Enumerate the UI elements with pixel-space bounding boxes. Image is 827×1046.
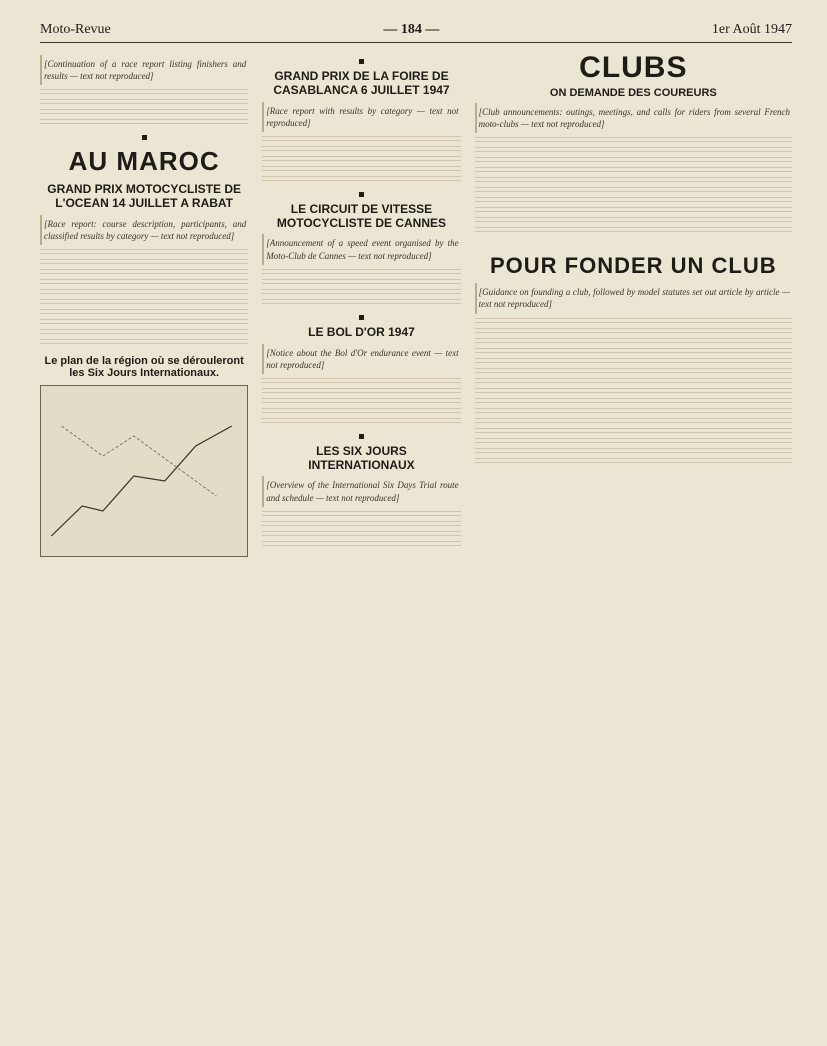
fonder-summary: [Guidance on founding a club, followed by model statutes set out article by article — text not reproduced]	[475, 283, 792, 313]
page	[40, 22, 792, 1026]
section-bullet	[359, 434, 364, 439]
bol-summary: [Notice about the Bol d'Or endurance event — text not reproduced]	[262, 344, 460, 374]
clubs-summary: [Club announcements: outings, meetings, and calls for riders from several French moto-clubs — text not reproduced]	[475, 103, 792, 133]
issue-date: 1er Août 1947	[711, 22, 792, 37]
route-map-drawing	[41, 386, 247, 556]
maroc-summary: [Race report: course description, participants, and classified results by category — text not reproduced]	[40, 215, 248, 245]
masthead	[40, 22, 792, 43]
sixjours-summary: [Overview of the International Six Days Trial route and schedule — text not reproduced]	[262, 476, 460, 506]
map-caption: Le plan de la région où se dérouleront les Six Jours Internationaux.	[44, 355, 244, 380]
column-middle	[262, 51, 460, 1011]
casablanca-title: GRAND PRIX DE LA FOIRE DE CASABLANCA 6 JUILLET 1947	[273, 69, 450, 97]
sixjours-title: LES SIX JOURS INTERNATIONAUX	[308, 443, 415, 472]
cannes-title: LE CIRCUIT DE VITESSE MOTOCYCLISTE DE CANNES	[276, 201, 447, 230]
intro-summary: [Continuation of a race report listing finishers and results — text not reproduced]	[40, 55, 248, 85]
casablanca-summary: [Race report with results by category — text not reproduced]	[262, 102, 460, 132]
maroc-title: AU MAROC	[68, 146, 220, 177]
fonder-title: POUR FONDER UN CLUB	[489, 253, 777, 279]
clubs-subtitle: ON DEMANDE DES COUREURS	[549, 87, 717, 99]
column-left	[40, 51, 248, 1011]
cannes-summary: [Announcement of a speed event organised by the Moto-Club de Cannes — text not reproduced]	[262, 234, 460, 264]
publication-name: Moto-Revue	[40, 22, 111, 37]
section-bullet	[142, 135, 147, 140]
page-number: — 184 —	[383, 22, 440, 37]
clubs-title: CLUBS	[579, 51, 688, 84]
bol-title: LE BOL D'OR 1947	[308, 324, 415, 339]
section-bullet	[359, 192, 364, 197]
route-map	[40, 385, 248, 557]
section-bullet	[359, 59, 364, 64]
section-bullet	[359, 315, 364, 320]
column-right	[475, 51, 792, 1011]
maroc-subtitle: GRAND PRIX MOTOCYCLISTE DE L'OCEAN 14 JUILLET A RABAT	[47, 182, 242, 211]
